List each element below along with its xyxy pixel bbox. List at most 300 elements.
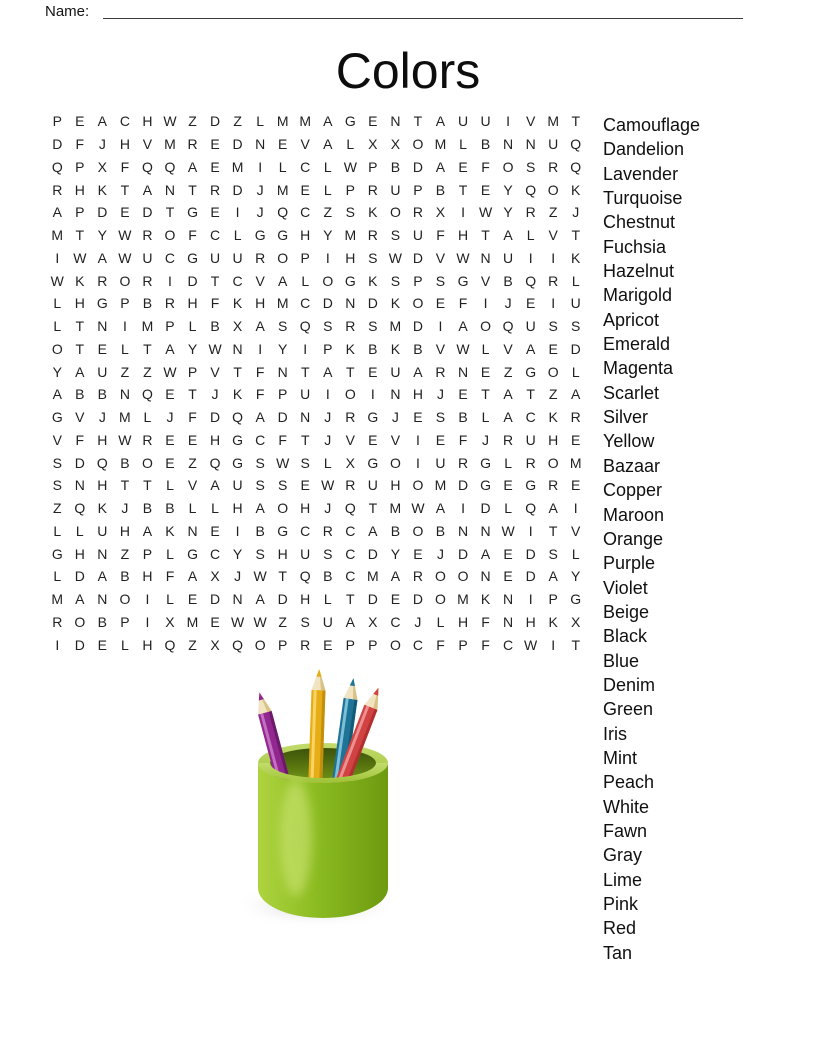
grid-letter: D (412, 318, 423, 335)
grid-letter: T (75, 227, 85, 244)
grid-letter: C (345, 568, 356, 585)
grid-letter: M (389, 318, 402, 335)
grid-letter: A (75, 591, 85, 608)
grid-letter: V (75, 409, 85, 426)
grid-letter: I (551, 295, 556, 312)
grid-letter: G (457, 272, 469, 289)
grid-letter: W (208, 340, 222, 357)
grid-letter: U (548, 136, 559, 153)
grid-letter: Q (141, 158, 153, 175)
grid-letter: D (367, 591, 378, 608)
grid-letter: N (232, 340, 243, 357)
grid-letter: C (232, 272, 243, 289)
grid-letter: D (367, 295, 378, 312)
grid-letter: Z (548, 386, 558, 403)
grid-letter: O (435, 591, 446, 608)
grid-letter: R (142, 227, 153, 244)
grid-letter: C (119, 113, 130, 130)
word-item: Silver (603, 407, 649, 428)
grid-letter: F (75, 431, 85, 448)
grid-letter: J (166, 409, 174, 426)
grid-letter: G (187, 204, 198, 221)
grid-letter: T (188, 386, 197, 403)
grid-letter: E (503, 477, 513, 494)
grid-letter: O (412, 136, 424, 153)
grid-letter: E (300, 181, 310, 198)
grid-letter: D (209, 409, 221, 426)
grid-letter: D (74, 568, 85, 585)
grid-letter: S (300, 454, 310, 471)
grid-letter: Z (188, 113, 197, 130)
grid-letter: E (368, 363, 378, 380)
word-item: Beige (603, 601, 650, 622)
grid-letter: I (145, 591, 150, 608)
name-fill-line (103, 18, 743, 19)
grid-letter: A (97, 113, 108, 130)
grid-letter: T (165, 204, 175, 221)
grid-letter: Q (570, 158, 582, 175)
grid-letter: A (323, 113, 333, 130)
grid-letter: B (120, 568, 130, 585)
grid-letter: X (210, 568, 220, 585)
grid-letter: J (98, 136, 106, 153)
grid-letter: U (300, 545, 311, 562)
grid-letter: V (435, 340, 446, 357)
grid-letter: H (390, 477, 401, 494)
grid-letter: Y (52, 363, 62, 380)
grid-letter: G (96, 295, 108, 312)
grid-letter: C (300, 204, 311, 221)
word-item: Blue (603, 650, 640, 671)
grid-letter: R (209, 181, 221, 198)
grid-letter: I (55, 249, 60, 266)
grid-letter: U (300, 386, 311, 403)
grid-letter: S (435, 272, 446, 289)
grid-letter: T (571, 636, 580, 653)
grid-letter: Z (120, 363, 130, 380)
word-item: Scarlet (603, 382, 660, 403)
grid-letter: L (233, 227, 242, 244)
word-item: Hazelnut (603, 261, 675, 282)
grid-letter: Q (502, 318, 514, 335)
grid-letter: A (435, 158, 446, 175)
grid-letter: O (74, 613, 86, 630)
grid-letter: F (458, 295, 468, 312)
grid-letter: W (456, 340, 470, 357)
grid-letter: O (277, 500, 289, 517)
grid-letter: H (119, 522, 130, 539)
grid-letter: G (480, 477, 491, 494)
grid-letter: C (412, 636, 423, 653)
grid-letter: I (122, 318, 127, 335)
grid-letter: O (435, 568, 446, 585)
grid-letter: P (52, 113, 62, 130)
grid-letter: L (504, 500, 512, 517)
grid-letter: S (368, 249, 378, 266)
grid-letter: S (390, 272, 401, 289)
grid-letter: L (53, 295, 62, 312)
grid-letter: X (368, 136, 378, 153)
grid-letter: E (458, 386, 468, 403)
grid-letter: O (164, 227, 176, 244)
grid-letter: M (186, 613, 199, 630)
grid-letter: D (480, 500, 491, 517)
grid-letter: E (210, 522, 220, 539)
grid-letter: N (503, 613, 514, 630)
grid-letter: W (321, 477, 335, 494)
word-item: Apricot (603, 309, 660, 330)
grid-letter: L (323, 591, 332, 608)
grid-letter: G (232, 431, 244, 448)
word-item: Lavender (603, 163, 679, 184)
grid-letter: H (525, 613, 536, 630)
grid-letter: N (345, 295, 356, 312)
word-item: Copper (603, 480, 663, 501)
grid-letter: H (457, 613, 469, 630)
grid-letter: T (526, 386, 535, 403)
grid-letter: U (390, 363, 401, 380)
grid-letter: K (368, 204, 378, 221)
grid-letter: L (188, 318, 197, 335)
grid-letter: U (570, 295, 581, 312)
grid-letter: H (142, 568, 153, 585)
grid-letter: R (187, 136, 198, 153)
grid-letter: O (344, 386, 356, 403)
grid-letter: Q (525, 181, 537, 198)
grid-letter: L (278, 158, 287, 175)
pencil-cup-illustration (228, 648, 418, 943)
grid-letter: R (457, 454, 469, 471)
grid-letter: N (187, 522, 198, 539)
grid-letter: T (210, 272, 220, 289)
grid-letter: K (345, 340, 355, 357)
grid-letter: Y (323, 227, 333, 244)
grid-letter: A (142, 522, 153, 539)
grid-letter: L (526, 227, 535, 244)
grid-letter: I (258, 340, 263, 357)
grid-letter: D (209, 591, 221, 608)
grid-letter: B (435, 522, 446, 539)
grid-letter: R (570, 409, 581, 426)
grid-letter: G (525, 363, 537, 380)
grid-letter: T (120, 181, 130, 198)
grid-letter: C (255, 431, 266, 448)
grid-letter: Q (232, 636, 244, 653)
grid-letter: E (503, 545, 513, 562)
grid-letter: I (483, 295, 488, 312)
grid-letter: L (571, 363, 580, 380)
grid-letter: U (480, 113, 491, 130)
grid-letter: L (571, 272, 580, 289)
grid-letter: O (547, 454, 559, 471)
grid-letter: A (52, 204, 62, 221)
grid-letter: U (525, 318, 536, 335)
grid-letter: H (255, 295, 266, 312)
word-item: Turquoise (603, 188, 683, 209)
word-item: Gray (603, 845, 643, 866)
grid-letter: W (163, 113, 177, 130)
grid-letter: B (255, 522, 265, 539)
grid-letter: W (501, 522, 515, 539)
grid-letter: P (458, 636, 468, 653)
grid-letter: P (345, 181, 355, 198)
grid-letter: L (53, 522, 62, 539)
grid-letter: N (300, 409, 311, 426)
grid-letter: D (209, 113, 221, 130)
grid-letter: W (411, 500, 425, 517)
grid-letter: D (74, 454, 85, 471)
grid-letter: U (97, 363, 108, 380)
grid-letter: E (571, 477, 581, 494)
grid-letter: S (278, 318, 288, 335)
grid-letter: E (120, 204, 130, 221)
word-item: Mint (603, 747, 638, 768)
grid-letter: U (232, 477, 243, 494)
grid-letter: R (255, 249, 266, 266)
grid-letter: B (390, 158, 401, 175)
grid-letter: G (232, 454, 244, 471)
grid-letter: T (188, 181, 197, 198)
grid-letter: R (142, 272, 153, 289)
grid-letter: E (210, 136, 220, 153)
grid-letter: F (481, 613, 490, 630)
grid-letter: P (413, 181, 423, 198)
grid-letter: A (571, 386, 581, 403)
grid-letter: H (300, 591, 311, 608)
grid-letter: T (368, 500, 378, 517)
grid-letter: M (141, 318, 154, 335)
grid-letter: W (253, 613, 267, 630)
grid-letter: U (457, 113, 469, 130)
grid-letter: I (528, 249, 533, 266)
name-label: Name: (45, 3, 90, 20)
grid-letter: E (187, 431, 198, 448)
grid-letter: Y (571, 568, 581, 585)
grid-letter: D (457, 477, 469, 494)
grid-letter: E (300, 477, 310, 494)
grid-letter: H (74, 295, 85, 312)
grid-letter: R (548, 272, 559, 289)
grid-letter: K (390, 295, 401, 312)
grid-letter: H (209, 431, 221, 448)
grid-letter: X (210, 636, 220, 653)
grid-letter: E (435, 431, 446, 448)
grid-letter: A (255, 409, 265, 426)
grid-letter: Z (548, 204, 558, 221)
grid-letter: K (97, 500, 108, 517)
grid-letter: B (390, 522, 401, 539)
grid-letter: E (278, 136, 288, 153)
grid-letter: T (278, 568, 287, 585)
grid-letter: E (210, 158, 220, 175)
grid-letter: A (165, 340, 175, 357)
grid-letter: X (97, 158, 108, 175)
grid-letter: W (163, 363, 177, 380)
grid-letter: O (277, 249, 289, 266)
grid-letter: Q (141, 386, 153, 403)
cup-highlight (280, 780, 312, 896)
grid-letter: T (233, 363, 242, 380)
grid-letter: O (119, 272, 131, 289)
grid-letter: F (255, 363, 265, 380)
page-title: Colors (335, 43, 481, 99)
grid-letter: S (323, 318, 333, 335)
grid-letter: H (187, 295, 198, 312)
grid-letter: V (210, 363, 220, 380)
grid-letter: X (345, 454, 355, 471)
grid-letter: Q (232, 409, 244, 426)
word-item: Purple (603, 553, 656, 574)
grid-letter: N (119, 386, 130, 403)
grid-letter: U (412, 227, 423, 244)
grid-letter: O (389, 636, 401, 653)
grid-letter: N (97, 591, 108, 608)
grid-letter: A (458, 318, 468, 335)
grid-letter: A (187, 568, 198, 585)
grid-letter: M (276, 181, 289, 198)
grid-letter: D (277, 409, 288, 426)
grid-letter: J (436, 545, 444, 562)
grid-letter: L (346, 136, 355, 153)
grid-letter: Z (503, 363, 513, 380)
grid-letter: E (187, 591, 198, 608)
grid-letter: S (368, 318, 378, 335)
grid-letter: A (97, 568, 108, 585)
grid-letter: P (278, 386, 288, 403)
grid-letter: Z (52, 500, 62, 517)
grid-letter: S (278, 477, 288, 494)
grid-letter: Z (278, 613, 287, 630)
grid-letter: F (278, 431, 287, 448)
grid-letter: S (390, 227, 401, 244)
grid-letter: H (457, 227, 469, 244)
word-item: Fawn (603, 820, 648, 841)
grid-letter: N (74, 477, 85, 494)
grid-letter: O (412, 295, 424, 312)
grid-letter: N (480, 522, 491, 539)
grid-letter: Q (74, 500, 86, 517)
grid-letter: B (413, 340, 423, 357)
grid-letter: K (548, 409, 558, 426)
grid-letter: B (503, 272, 513, 289)
word-list (603, 113, 803, 965)
grid-letter: G (277, 227, 289, 244)
grid-letter: G (344, 113, 356, 130)
grid-letter: S (255, 477, 265, 494)
grid-letter: O (119, 591, 131, 608)
grid-letter: L (436, 613, 445, 630)
grid-letter: L (188, 500, 197, 517)
grid-letter: E (525, 295, 536, 312)
grid-letter: M (367, 568, 379, 585)
grid-letter: M (434, 136, 447, 153)
word-item: Violet (603, 577, 648, 598)
grid-letter: M (389, 500, 402, 517)
grid-letter: B (97, 613, 108, 630)
grid-letter: P (323, 340, 333, 357)
grid-letter: I (551, 249, 556, 266)
grid-letter: I (506, 113, 511, 130)
grid-letter: L (481, 409, 490, 426)
grid-letter: S (255, 454, 265, 471)
grid-letter: Q (277, 204, 289, 221)
grid-letter: J (572, 204, 580, 221)
grid-letter: T (571, 227, 580, 244)
grid-letter: Z (120, 545, 130, 562)
word-item: Emerald (603, 334, 671, 355)
grid-letter: E (165, 431, 175, 448)
grid-letter: E (368, 113, 378, 130)
grid-letter: N (164, 181, 176, 198)
grid-letter: Q (299, 318, 311, 335)
word-item: Red (603, 918, 637, 939)
grid-letter: M (457, 591, 469, 608)
grid-letter: S (548, 545, 558, 562)
grid-letter: O (457, 568, 469, 585)
grid-letter: C (525, 409, 536, 426)
grid-letter: L (256, 113, 265, 130)
grid-letter: S (52, 454, 62, 471)
grid-letter: I (145, 613, 150, 630)
grid-letter: I (235, 522, 240, 539)
grid-letter: H (97, 431, 108, 448)
grid-letter: H (412, 386, 423, 403)
grid-letter: G (570, 591, 582, 608)
grid-letter: G (187, 545, 198, 562)
grid-letter: G (525, 477, 537, 494)
grid-letter: V (435, 249, 446, 266)
grid-letter: N (277, 363, 288, 380)
grid-letter: X (165, 613, 175, 630)
grid-letter: J (482, 431, 490, 448)
grid-letter: A (52, 386, 62, 403)
grid-letter: A (548, 500, 558, 517)
grid-letter: K (165, 522, 175, 539)
grid-letter: S (255, 545, 265, 562)
grid-letter: O (389, 204, 401, 221)
grid-letter: T (548, 522, 558, 539)
grid-letter: C (300, 295, 311, 312)
grid-letter: D (457, 545, 469, 562)
grid-letter: D (232, 181, 243, 198)
grid-letter: D (412, 249, 423, 266)
grid-letter: C (209, 227, 221, 244)
grid-letter: R (503, 431, 514, 448)
grid-letter: B (165, 500, 175, 517)
grid-letter: M (276, 113, 289, 130)
grid-letter: L (166, 545, 174, 562)
grid-letter: W (456, 249, 470, 266)
word-item: White (603, 796, 650, 817)
grid-letter: M (164, 136, 176, 153)
grid-letter: U (525, 431, 536, 448)
grid-letter: S (323, 545, 333, 562)
grid-letter: H (119, 136, 130, 153)
grid-letter: Q (570, 136, 582, 153)
grid-letter: U (232, 249, 243, 266)
grid-letter: D (412, 591, 423, 608)
grid-letter: P (142, 545, 153, 562)
grid-letter: R (164, 295, 176, 312)
grid-letter: M (276, 295, 289, 312)
grid-letter: Y (232, 545, 243, 562)
grid-letter: O (254, 636, 266, 653)
grid-letter: I (415, 431, 420, 448)
grid-letter: T (75, 340, 85, 357)
grid-letter: B (142, 500, 153, 517)
grid-letter: L (504, 454, 512, 471)
grid-letter: R (322, 522, 333, 539)
